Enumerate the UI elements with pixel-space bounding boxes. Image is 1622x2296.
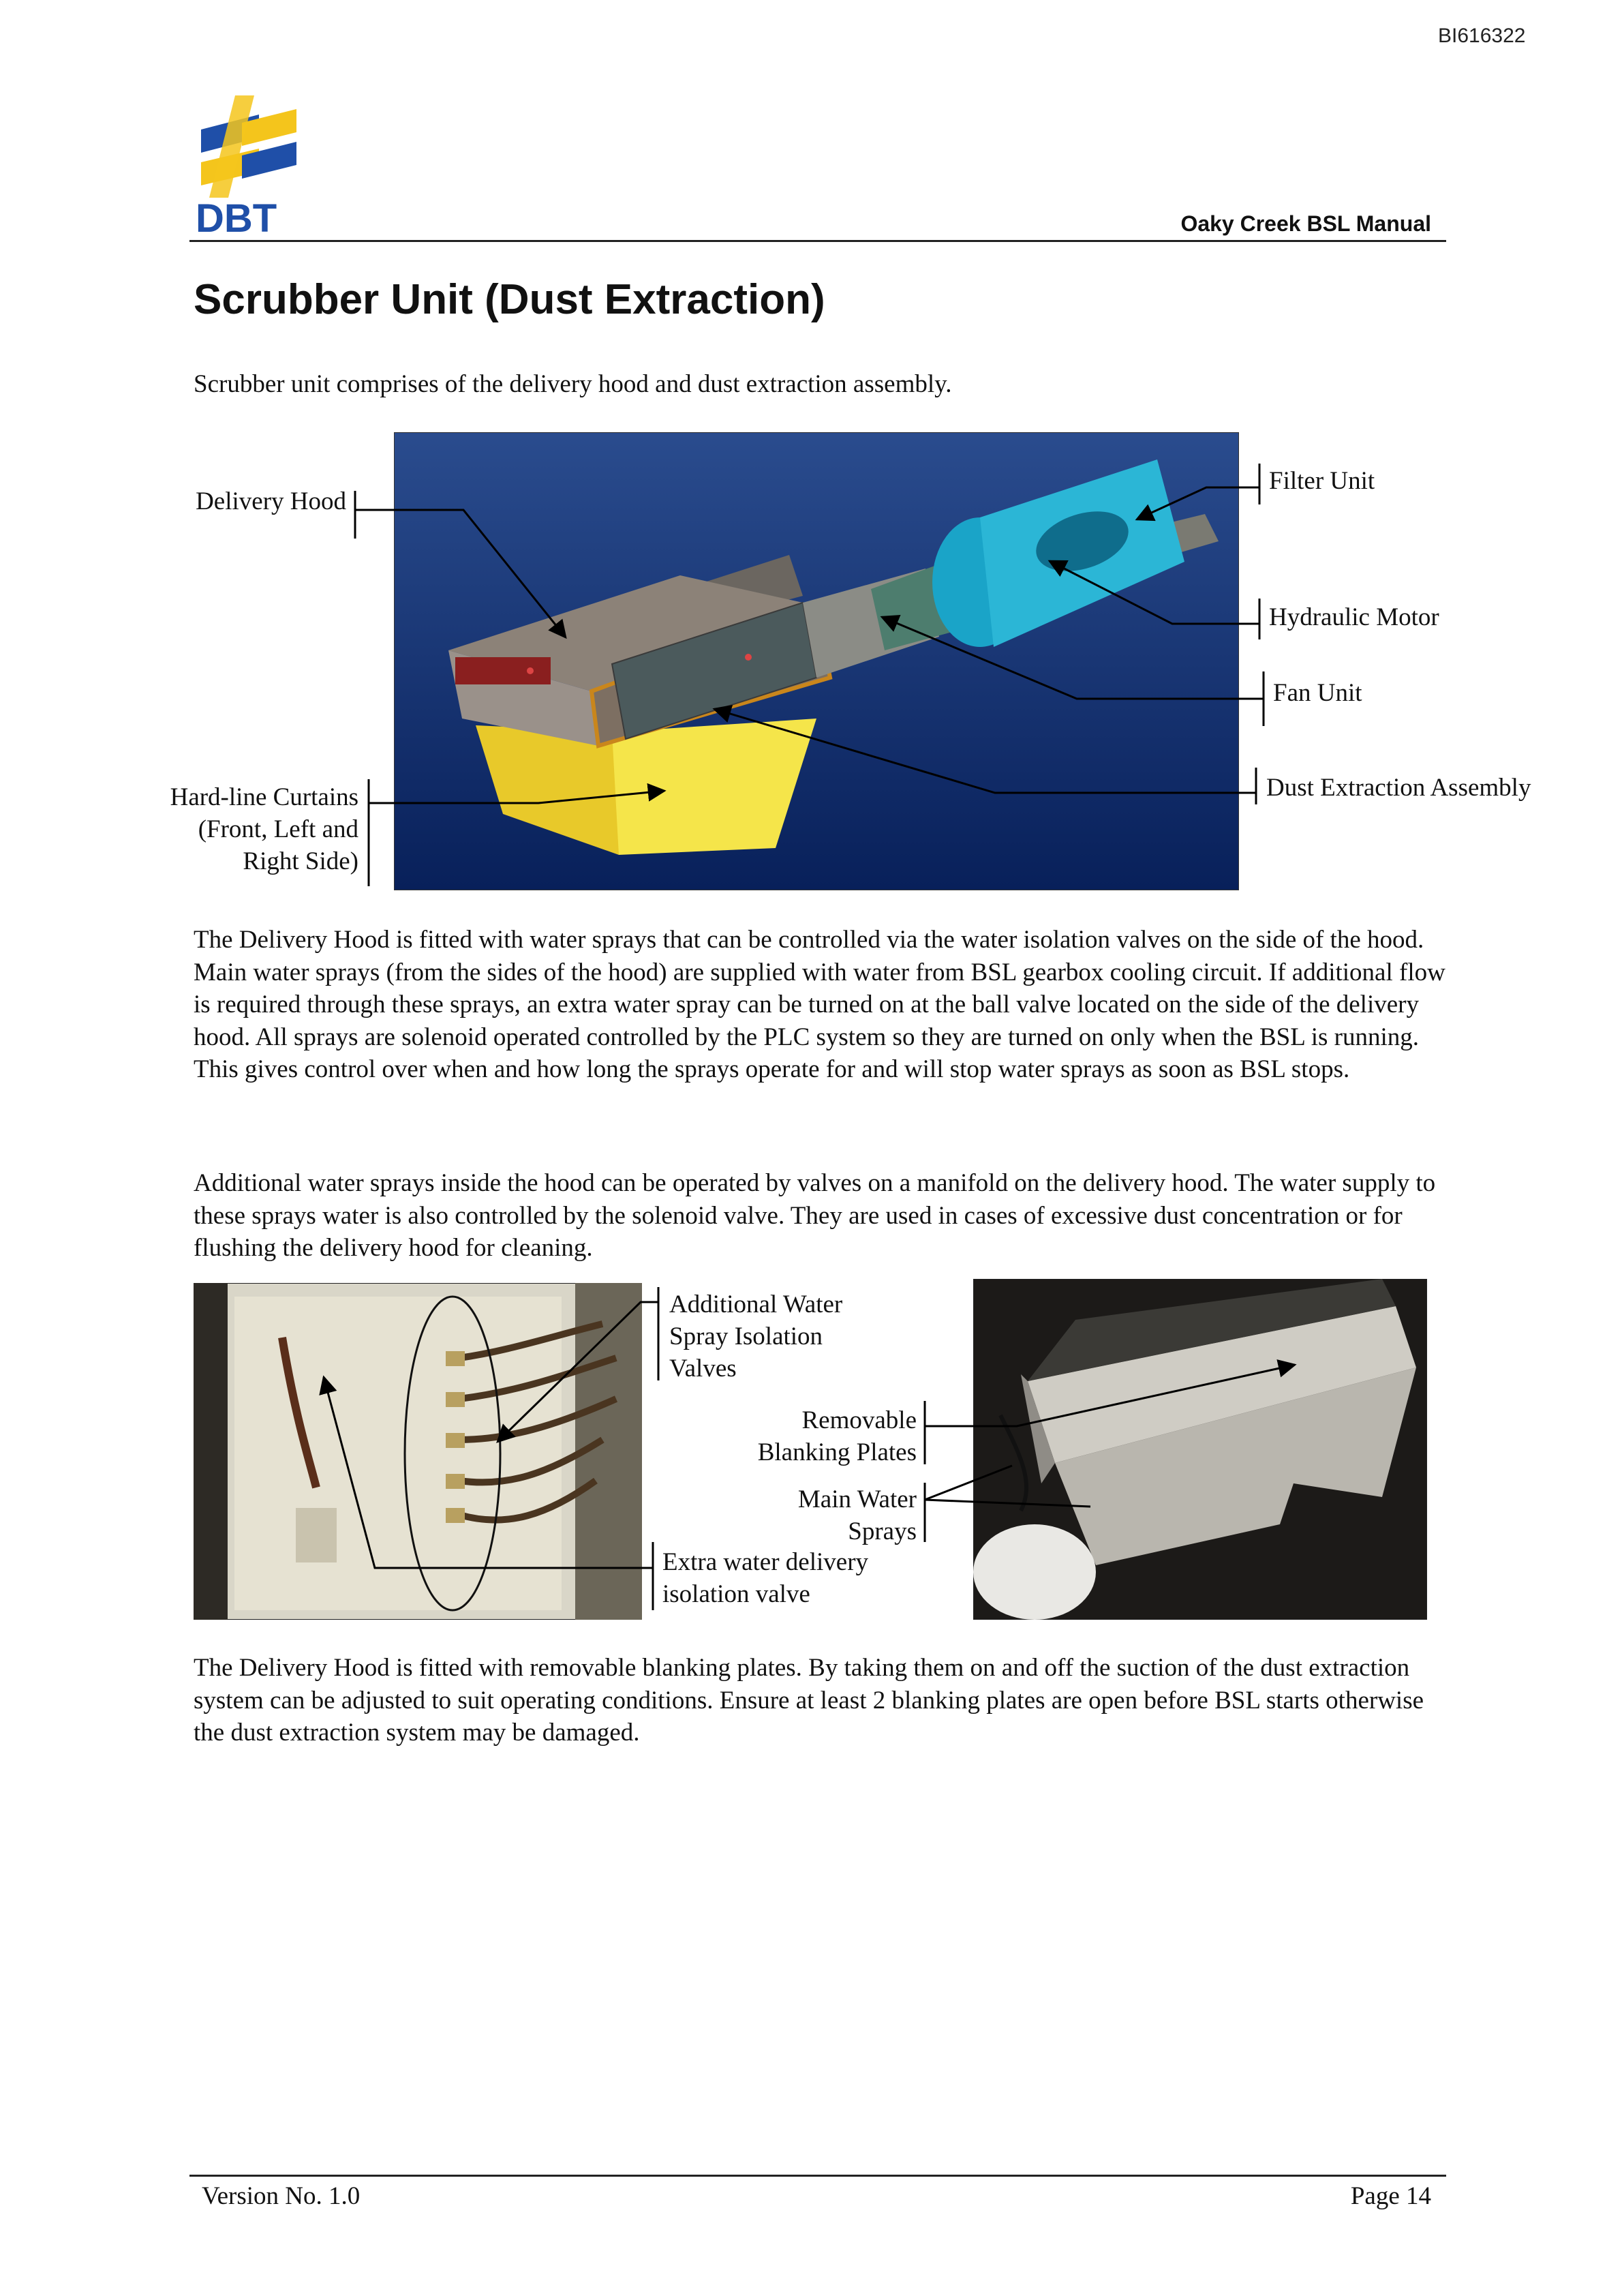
blanking-plates-paragraph: The Delivery Hood is fitted with removable blanking plates. By taking them on and off the suction of the dust extraction system can be adjusted to suit operating conditions. Ensure at least 2 blanking plates are open before BSL starts otherwise the dust extraction system may be damaged. <box>194 1654 1424 1747</box>
scrubber-unit-render <box>394 432 1239 890</box>
label-additional-water-3: Valves <box>669 1355 737 1383</box>
delivery-hood-photo <box>973 1279 1427 1620</box>
label-dust-extraction-assembly: Dust Extraction Assembly <box>1266 774 1531 802</box>
header-divider <box>189 240 1446 242</box>
document-id: BI616322 <box>1438 25 1526 47</box>
label-extra-water-1: Extra water delivery <box>662 1548 869 1576</box>
label-main-water-1: Main Water <box>797 1485 917 1513</box>
label-hardline-curtains-1: Hard-line Curtains <box>170 783 358 811</box>
manual-title: Oaky Creek BSL Manual <box>1180 211 1431 236</box>
label-filter-unit: Filter Unit <box>1269 467 1375 495</box>
label-main-water-2: Sprays <box>848 1517 917 1545</box>
label-fan-unit: Fan Unit <box>1273 679 1362 707</box>
page-title: Scrubber Unit (Dust Extraction) <box>194 276 825 323</box>
label-removable-1: Removable <box>801 1406 917 1434</box>
label-hydraulic-motor: Hydraulic Motor <box>1269 603 1439 631</box>
logo-text: DBT <box>196 196 277 239</box>
valve-manifold-photo <box>194 1283 642 1620</box>
label-hardline-curtains-2: (Front, Left and <box>198 815 358 843</box>
label-hardline-curtains-3: Right Side) <box>243 847 358 875</box>
version-number: Version No. 1.0 <box>202 2182 361 2210</box>
dbt-logo <box>194 95 310 239</box>
additional-sprays-paragraph: Additional water sprays inside the hood can be operated by valves on a manifold on the delivery hood. The water supply to these sprays water is also controlled by the solenoid valve. They are used in cases of excessive dust concentration or for flushing the delivery hood for cleaning. <box>194 1169 1436 1262</box>
label-delivery-hood: Delivery Hood <box>196 487 346 515</box>
footer-divider <box>189 2175 1446 2177</box>
label-removable-2: Blanking Plates <box>757 1438 917 1466</box>
intro-paragraph: Scrubber unit comprises of the delivery hood and dust extraction assembly. <box>194 370 952 398</box>
sprays-paragraph: The Delivery Hood is fitted with water sprays that can be controlled via the water isolation valves on the side of the hood. Main water sprays (from the sides of the hood) are supplied with water from BSL gearbox cooling circuit. If additional flow is required through these sprays, an extra water spray can be turned on at the ball valve located on the side of the delivery hood. All sprays are solenoid operated controlled by the PLC system so they are turned on only when the BSL is running. This gives control over when and how long the sprays operate for and will stop water sprays as soon as BSL stops. <box>194 926 1445 1083</box>
page-number: Page 14 <box>1350 2182 1431 2210</box>
label-extra-water-2: isolation valve <box>662 1580 810 1608</box>
label-additional-water-2: Spray Isolation <box>669 1323 823 1350</box>
label-additional-water-1: Additional Water <box>669 1290 843 1318</box>
